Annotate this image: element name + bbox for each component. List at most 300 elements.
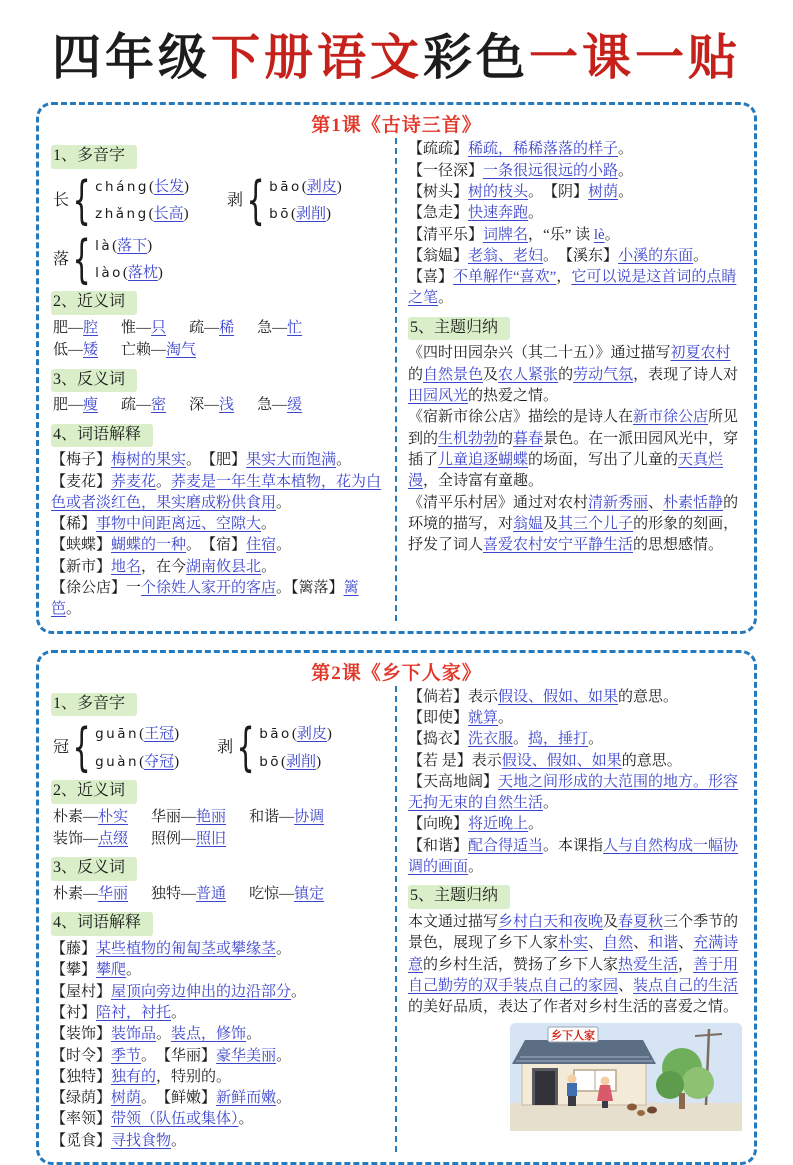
theme-paragraph [408,343,742,407]
text-segment: 人与自然构成一幅协调的画面 [408,837,739,876]
text-segment: 【树头】 [408,183,469,200]
text-segment: 季节 [111,1047,142,1064]
word-pair: 和谐—协调 [249,808,325,825]
polyphonic-group [227,170,342,231]
brace-glyph: { [246,170,265,231]
text-segment: 《四时田园杂兴（其二十五）》通过描写 [408,345,671,362]
text-segment: 。 [276,537,292,554]
text-segment: 自然景色 [423,366,484,383]
lesson-2-columns [51,686,742,1152]
reading-line: bō(剥削) [259,753,322,770]
pinyin: bō [269,206,291,223]
text-segment: 。 [543,795,559,812]
text-segment: 的意思。 [618,688,679,705]
reading-line: lào(落枕) [95,264,163,281]
text-segment: 词牌名 [483,226,529,243]
text-segment: 的思想感情。 [633,537,724,554]
definition-line [51,1067,385,1088]
definition-line [408,267,742,310]
lesson-2-card [36,650,757,1165]
text-segment: 。 [291,983,307,1000]
text-segment: 生机勃勃 [438,430,499,447]
definition-line [408,225,742,246]
polyphonic-group [217,718,332,779]
text-segment: 【攀】 [51,962,97,979]
heading-polyphonic: 1、多音字 [51,693,137,717]
text-segment: 喜爱农村安宁平静生活 [483,537,634,554]
word-pair: 疏—稀 [189,319,235,336]
word-pair-row [53,807,385,828]
example-word: 剥皮 [306,179,337,196]
text-segment: 朴素恬静 [663,494,724,511]
text-segment: 湖南攸县北 [186,558,262,575]
text-segment: 捣，捶打 [528,731,589,748]
text-segment: 树荫 [588,183,619,200]
text-segment: 的 [498,430,514,447]
reading-line: là(落下) [95,237,153,254]
definition-line [408,814,742,835]
polyphonic-character: 剥 [227,192,244,209]
text-segment: 屋顶向旁边伸出的边沿部分 [111,983,292,1000]
text-segment: 【绿荫】 [51,1090,112,1107]
lesson-1-left-column [51,138,395,620]
text-segment: 三个季节的景色，展现了乡下人家 [408,914,739,952]
text-segment: 【阴】 [550,183,589,200]
text-segment: 它可以说是这首词的点睛之笔 [408,269,737,307]
text-segment: 。 [246,1026,262,1043]
text-segment: 天地之间形成的大范围的地方。形容无拘无束的自然生活 [408,773,739,812]
text-segment: 【麦花】 [51,473,112,490]
text-segment: 新市徐公店 [633,409,709,426]
text-segment: 。 [66,601,82,618]
text-segment: 。 [693,247,709,264]
text-segment: 装点，修饰 [171,1026,247,1043]
text-segment: 某些植物的匍匐茎或攀缘茎 [96,941,277,958]
polyphonic-group [53,229,163,290]
text-segment: 的环境的描写，对 [408,494,739,532]
text-segment: 春夏秋 [618,914,664,931]
text-segment: 自然 [603,935,634,952]
man-head [568,1074,577,1083]
word-pair: 疏—密 [121,397,167,414]
text-segment: 【新市】 [51,558,112,575]
text-segment: 【急走】 [408,205,469,222]
word-pair: 肥—腔 [53,319,99,336]
pinyin: bāo [259,726,292,743]
pinyin: là [95,237,113,254]
reading-line: guān(王冠) [95,726,180,743]
text-segment: 乡村白天和夜晚 [498,914,604,931]
text-segment: 翁媪 [513,515,544,532]
heading-synonyms: 2、近义词 [51,780,137,804]
text-segment: 【清平乐】 [408,226,484,243]
text-segment: 【衬】 [51,1004,97,1021]
text-segment: 、 [648,494,664,511]
text-segment: 【觅食】 [51,1132,112,1149]
word-pair-row [53,829,385,850]
text-segment: 。 [618,183,634,200]
text-segment: 热爱生活 [618,956,679,973]
definition-line [51,939,385,960]
antonym-rows [51,884,385,905]
text-segment: 一课一贴 [529,30,742,85]
definitions-left [51,450,385,620]
text-segment: 小溪的东面 [618,247,694,264]
text-segment: ， [556,269,572,286]
text-segment: 。 [276,1090,292,1107]
man-legs [568,1096,576,1106]
reading-list [259,724,332,773]
text-segment: 个徐姓人家开的客店 [141,580,277,597]
text-segment: 【藤】 [51,941,97,958]
word-pair: 朴素—华丽 [53,886,129,903]
text-segment: 的美好品质，表达了作者对乡村生活的喜爱之情。 [408,999,739,1016]
text-segment: 篱笆 [51,580,359,618]
word-pair-row [53,340,385,361]
text-segment: 《清平乐村居》通过对农村 [408,494,589,511]
text-segment: 【蛱蝶】 [51,537,112,554]
tree-foliage [682,1067,714,1099]
reading-list [269,177,342,226]
text-segment: 假设、假如、如果 [498,688,619,705]
text-segment: 寻找食物 [111,1132,172,1149]
text-segment: 事物中间距离远、空隙大 [96,516,262,533]
chicken [627,1103,637,1110]
text-segment: 儿童追逐蝴蝶 [438,451,529,468]
text-segment: 四年级 [51,30,211,85]
text-segment: 、 [618,977,634,994]
pinyin: bō [259,753,282,770]
heading-definitions: 4、词语解释 [51,912,153,936]
heading-theme: 5、主题归纳 [408,317,510,341]
lesson-1-card [36,102,757,633]
text-segment: 。 [261,516,277,533]
text-segment: 。 [336,452,352,469]
text-segment: 【一径深】 [408,162,484,179]
polyphonic-groups [53,170,385,290]
theme-summary [408,912,742,1018]
definitions-right [408,139,742,309]
text-segment: 。 [171,1132,187,1149]
chicken [647,1106,657,1113]
text-segment: 【篱落】 [291,580,344,597]
example-word: 长高 [153,206,184,223]
text-segment: 将近晚上 [468,816,529,833]
text-segment: ，“乐” 读 [528,226,594,243]
text-segment: 。 [186,452,209,469]
reading-list [95,236,163,285]
text-segment: 和谐 [648,935,679,952]
text-segment: 《宿新市徐公店》描绘的是诗人在 [408,409,634,426]
text-segment: 带领（队伍或集体） [111,1111,239,1128]
text-segment: 假设、假如、如果 [501,752,622,769]
definition-line [51,514,385,535]
text-segment: 就算 [468,709,499,726]
text-segment: 。 [618,141,634,158]
example-word: 落下 [117,237,148,254]
heading-antonyms: 3、反义词 [51,857,137,881]
text-segment: 新鲜而嫩 [216,1090,277,1107]
text-segment: 【和谐】 [408,837,469,854]
text-segment: 。 [513,731,529,748]
example-word: 剥削 [295,206,326,223]
page-title [0,0,793,86]
text-segment: 天真烂漫 [408,451,724,490]
example-word: 剥皮 [296,726,327,743]
text-segment: 朴实 [558,935,589,952]
text-segment: 。 [141,1047,164,1064]
word-pair: 低—矮 [53,342,99,359]
text-segment: 。 [618,162,634,179]
word-pair: 独特—普通 [151,886,227,903]
lesson-1-title: 第1课《古诗三首》 [311,115,482,137]
reading-line: zhǎng(长高) [95,206,189,223]
word-pair: 照例—照旧 [151,831,227,847]
illustration-ground [510,1103,742,1131]
text-segment: 【率领】 [51,1111,112,1128]
definition-line [51,960,385,981]
definition-line [51,1088,385,1109]
text-segment: 所见到的 [408,409,739,447]
text-segment: 蝴蝶的一种 [111,537,187,554]
theme-paragraph [408,493,742,557]
polyphonic-groups [53,718,385,779]
text-segment: 。 [276,941,292,958]
theme-paragraph [408,407,742,492]
heading-definitions: 4、词语解释 [51,424,153,448]
brace-glyph: { [236,718,255,779]
text-segment: 。 [276,580,292,597]
definition-line [408,836,742,879]
definition-line [51,557,385,578]
text-segment: 本文通过描写 [408,914,499,931]
synonym-rows [51,318,385,362]
word-pair-row [53,395,385,416]
text-segment: 。 [186,537,209,554]
text-segment: 快速奔跑 [468,205,529,222]
text-segment: 【疏疏】 [408,141,469,158]
text-segment: 的 [558,366,574,383]
text-segment: 【屋村】 [51,983,112,1000]
text-segment: 的场面，写出了儿童的 [528,451,679,468]
text-segment: 陪衬，衬托 [96,1004,172,1021]
text-segment: 果实大而饱满 [246,452,337,469]
text-segment: 住宿 [246,537,277,554]
definition-line [51,1003,385,1024]
lesson-1-right-column [397,138,742,620]
reading-list [95,177,189,226]
definition-line [408,203,742,224]
text-segment: 。 [261,558,277,575]
text-segment: ，特别的。 [156,1068,232,1085]
text-segment: 。 [498,709,514,726]
reading-list [95,724,179,773]
text-segment: 。 [276,1047,292,1064]
polyphonic-group [53,718,180,779]
text-segment: 配合得适当 [468,837,544,854]
word-pair: 急—缓 [257,397,303,414]
text-segment: 。 [528,205,544,222]
word-pair: 吃惊—镇定 [249,886,325,903]
text-segment: 。 [156,473,172,490]
text-segment: 。本课指 [543,837,604,854]
word-pair: 惟—只 [121,319,167,336]
text-segment: 【捣衣】 [408,731,469,748]
text-segment: 不单解作“喜欢” [453,269,557,286]
lesson-2-title: 第2课《乡下人家》 [311,662,482,684]
text-segment: 树荫 [111,1090,142,1107]
lesson-2-right-column [397,686,742,1152]
text-segment: 。 [604,226,620,243]
sign-text: 乡下人家 [551,1029,595,1042]
heading-polyphonic: 1、多音字 [51,145,137,169]
definition-line [408,751,742,772]
text-segment: 【喜】 [408,269,454,286]
text-segment: 荞麦是一年生草本植物，花为白色或者淡红色，果实磨成粉供食用 [51,473,382,511]
text-segment: 【华丽】 [163,1047,217,1064]
text-segment: 。 [156,1026,172,1043]
text-segment: 的 [408,366,424,383]
definition-line [51,578,385,621]
definition-line [408,729,742,750]
text-segment: 农人紧张 [498,366,559,383]
text-segment: 【倘若】表示 [408,688,499,705]
text-segment: 稀疏，稀稀落落的样子 [468,141,619,158]
text-segment: 暮春 [513,430,544,447]
heading-antonyms: 3、反义词 [51,369,137,393]
word-pair: 华丽—艳丽 [151,808,227,825]
woman-head [601,1076,610,1085]
pinyin: bāo [269,179,302,196]
definition-line [51,535,385,556]
theme-summary [408,343,742,556]
text-segment: ， [678,956,694,973]
polyphonic-character: 长 [53,192,70,209]
synonym-rows [51,807,385,851]
definition-line [408,161,742,182]
reading-line: bāo(剥皮) [269,179,342,196]
heading-theme: 5、主题归纳 [408,885,510,909]
text-segment: 【即使】 [408,709,469,726]
text-segment: 装饰品 [111,1026,157,1043]
definition-line [51,1131,385,1152]
text-segment: 【装饰】 [51,1026,112,1043]
text-segment: 。 [126,962,142,979]
text-segment: 【肥】 [208,452,247,469]
definition-line [408,182,742,203]
text-segment: 景色。在一派田园风光中，穿插了 [408,430,739,468]
text-segment: 。 [171,1004,187,1021]
lesson-2-left-column [51,686,395,1152]
lesson-1-columns [51,138,742,620]
text-segment: 。 [238,1111,254,1128]
text-segment: 、 [678,935,694,952]
polyphonic-character: 冠 [53,739,70,757]
text-segment: 装点自己的生活 [633,977,739,994]
example-word: 长发 [154,179,185,196]
text-segment: 的乡村生活，赞扬了乡下人家 [423,956,619,973]
text-segment: 【溪东】 [565,247,619,264]
definition-line [408,772,742,815]
text-segment: 初夏农村 [670,345,731,362]
country-home-illustration [510,1023,742,1131]
text-segment: 清新秀丽 [588,494,649,511]
text-segment: ，表现了诗人对 [633,366,739,383]
definition-line [51,472,385,515]
text-segment: 【稀】 [51,516,97,533]
brace-glyph: { [72,229,91,290]
pinyin: zhǎng [95,206,149,223]
definition-line [51,450,385,471]
definition-line [51,1109,385,1130]
text-segment: 下册语文 [210,30,423,85]
text-segment: 荞麦花 [111,473,157,490]
text-segment: 【徐公店】一 [51,580,142,597]
brace-glyph: { [72,718,91,779]
text-segment: 。 [141,1090,164,1107]
text-segment: 【若 是】表示 [408,752,502,769]
woman-legs [602,1101,608,1108]
text-segment: 洗衣服 [468,731,514,748]
text-segment: 独有的 [111,1068,157,1085]
example-word: 夺冠 [144,753,175,770]
text-segment: 【鲜嫩】 [163,1090,217,1107]
definition-line [51,1046,385,1067]
word-pair: 深—浅 [189,397,235,414]
pinyin: guàn [95,753,140,770]
reading-line: bāo(剥皮) [259,726,332,743]
text-segment: 田园风光 [408,388,469,405]
text-segment: 。 [468,859,484,876]
text-segment: 梅树的果实 [111,452,187,469]
reading-line: bō(剥削) [269,206,331,223]
text-segment: 。 [528,183,551,200]
polyphonic-group [53,170,190,231]
definition-line [408,687,742,708]
text-segment: 的意思。 [621,752,682,769]
word-pair: 急—忙 [257,319,303,336]
definition-line [51,982,385,1003]
text-segment: 【宿】 [208,537,247,554]
text-segment: 充满诗意 [408,935,739,973]
chicken [637,1110,645,1116]
word-pair: 肥—瘦 [53,397,99,414]
definition-line [408,139,742,160]
text-segment: 、 [588,935,604,952]
text-segment: 其三个儿子 [558,515,634,532]
text-segment: 【天高地阔】 [408,773,499,790]
definitions-left [51,939,385,1152]
text-segment: 及 [483,366,499,383]
text-segment: 彩色 [423,30,530,85]
text-segment: 及 [543,515,559,532]
brace-glyph: { [72,170,91,231]
text-segment: 劳动气氛 [573,366,634,383]
pinyin: lào [95,264,123,281]
text-segment: 【向晚】 [408,816,469,833]
polyphonic-character: 剥 [217,739,234,757]
text-segment: 。 [543,247,566,264]
theme-paragraph [408,912,742,1018]
house-door-inner [535,1071,555,1105]
antonym-rows [51,395,385,416]
text-segment: 。 [438,290,454,307]
heading-synonyms: 2、近义词 [51,291,137,315]
text-segment: 攀爬 [96,962,127,979]
text-segment: 树的枝头 [468,183,529,200]
pinyin: cháng [95,179,149,196]
word-pair: 朴素—朴实 [53,808,129,825]
